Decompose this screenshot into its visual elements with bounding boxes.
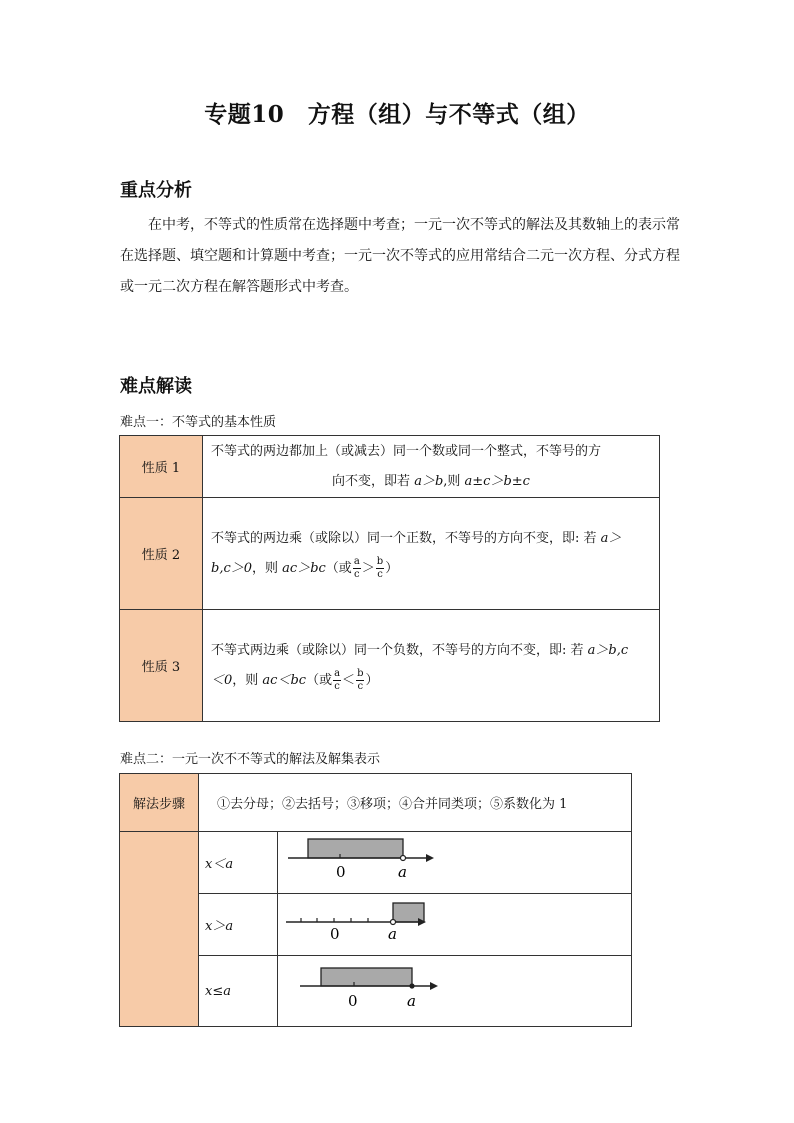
denominator: c <box>357 680 364 692</box>
property-content <box>203 498 660 610</box>
solution-condition: x＜a <box>199 832 278 894</box>
section-heading-key-analysis: 重点分析 <box>120 180 192 201</box>
solution-shade <box>308 839 403 858</box>
fraction-a-over-c <box>333 668 341 693</box>
text-segment: ，则 <box>252 560 283 576</box>
table-row <box>120 774 632 832</box>
property-content <box>203 610 660 722</box>
table-row <box>120 610 660 722</box>
property-line <box>211 666 651 696</box>
relation-sign: ＞ <box>361 560 375 576</box>
numerator: b <box>376 555 384 567</box>
steps-text: ①去分母；②去括号；③移项；④合并同类项；⑤系数化为 1 <box>199 774 632 832</box>
fraction-a-over-c <box>353 556 361 581</box>
open-point <box>391 920 396 925</box>
text-segment: 向不变，即若 <box>332 473 415 489</box>
property-content <box>203 436 660 498</box>
axis-arrow <box>426 854 434 862</box>
property-line <box>211 524 651 554</box>
properties-table <box>119 435 660 722</box>
property-label: 性质 2 <box>120 498 203 610</box>
text-segment: （或 <box>306 672 333 688</box>
text-segment: （或 <box>325 560 352 576</box>
tick-label-zero: 0 <box>348 992 358 1010</box>
number-line-x-less-a <box>278 832 632 889</box>
number-line-cell <box>278 832 632 894</box>
math-expr: a＞b <box>414 473 444 489</box>
property-label: 性质 3 <box>120 610 203 722</box>
property-label: 性质 1 <box>120 436 203 498</box>
numerator: b <box>357 667 364 679</box>
text-segment: 不等式的两边乘（或除以）同一个正数，不等号的方向不变，即: 若 <box>211 530 601 546</box>
property-line <box>211 554 651 584</box>
solution-set-label-cell <box>120 832 199 1027</box>
denominator: c <box>377 568 383 580</box>
property-line: 不等式的两边都加上（或减去）同一个数或同一个整式，不等号的方 <box>211 443 602 459</box>
text-segment: ，则 <box>232 672 263 688</box>
tick-label-a: a <box>388 925 397 943</box>
math-expr: b,c＞0 <box>211 560 253 576</box>
number-line-x-leq-a <box>278 956 632 1022</box>
tick-label-zero: 0 <box>336 863 346 881</box>
tick-label-a: a <box>398 863 407 881</box>
text-segment: 不等式两边乘（或除以）同一个负数，不等号的方向不变，即: 若 <box>211 642 588 658</box>
caption-difficulty-two: 难点二：一元一次不不等式的解法及解集表示 <box>120 752 381 767</box>
caption-difficulty-one: 难点一：不等式的基本性质 <box>120 415 277 430</box>
relation-sign: ＜ <box>342 672 356 688</box>
number-line-cell <box>278 894 632 956</box>
key-analysis-paragraph: 在中考，不等式的性质常在选择题中考查；一元一次不等式的解法及其数轴上的表示常在选择题、填空题和计算题中考查；一元一次不等式的应用常结合二元一次方程、分式方程或一元二次方程在解答题形式中考查。 <box>120 217 680 295</box>
denominator: c <box>353 568 360 580</box>
tick-label-zero: 0 <box>330 925 340 943</box>
section-heading-difficulties: 难点解读 <box>120 376 192 397</box>
math-expr: a＞ <box>600 530 622 546</box>
axis-arrow <box>430 982 438 990</box>
property-line <box>211 467 651 497</box>
number-line-x-greater-a <box>278 894 632 951</box>
tick-label-a: a <box>407 992 416 1010</box>
table-row <box>120 436 660 498</box>
table-row <box>120 498 660 610</box>
solution-shade <box>321 968 412 986</box>
math-expr: ac＜bc <box>262 672 307 688</box>
fraction-b-over-c <box>356 668 364 693</box>
denominator: c <box>334 680 340 692</box>
text-segment: ） <box>365 672 379 688</box>
table-row <box>120 832 632 894</box>
math-expr: ＜0 <box>211 672 233 688</box>
text-segment: ） <box>385 560 399 576</box>
numerator: a <box>334 667 341 679</box>
solution-condition: x＞a <box>199 894 278 956</box>
property-line <box>211 636 651 666</box>
solution-table <box>119 773 632 1027</box>
page-title: 专题10 方程（组）与不等式（组） <box>204 101 590 128</box>
math-expr: a±c＞b±c <box>464 473 530 489</box>
number-line-cell <box>278 956 632 1027</box>
solution-condition: x≤a <box>199 956 278 1027</box>
text-segment: ,则 <box>443 473 465 489</box>
closed-point <box>409 983 414 988</box>
numerator: a <box>353 555 360 567</box>
steps-label: 解法步骤 <box>120 774 199 832</box>
math-expr: a＞b,c <box>587 642 629 658</box>
open-point <box>401 856 406 861</box>
fraction-b-over-c <box>376 556 384 581</box>
math-expr: ac＞bc <box>282 560 326 576</box>
